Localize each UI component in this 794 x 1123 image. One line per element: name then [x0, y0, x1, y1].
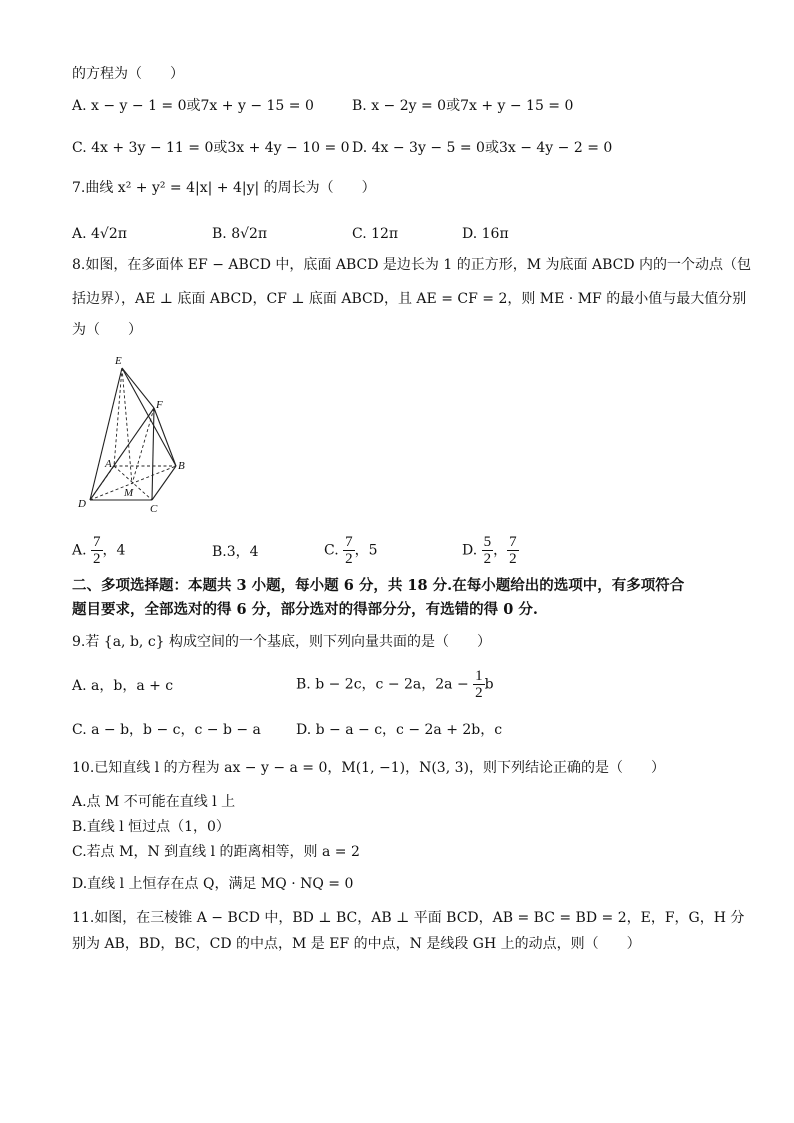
section2-heading-line1: 二、多项选择题：本题共 3 小题，每小题 6 分，共 18 分.在每小题给出的选项中，有多项符合: [72, 577, 685, 594]
label-A: A: [105, 458, 112, 470]
polyhedron-figure: [72, 350, 202, 520]
q8-option-a-label: A.: [72, 542, 87, 559]
section2-heading-line2: 题目要求，全部选对的得 6 分，部分选对的得部分分，有选错的得 0 分.: [72, 601, 538, 618]
q9-option-a[interactable]: A. a，b，a + c: [72, 678, 174, 694]
edge-EM: [122, 368, 132, 484]
q8-stem-line2: 括边界），AE ⊥ 底面 ABCD，CF ⊥ 底面 ABCD，且 AE = CF = 2，则 ME · MF 的最小值与最大值分别: [72, 291, 747, 307]
q7-option-c[interactable]: C. 12π: [352, 226, 399, 242]
edge-FB: [154, 408, 176, 466]
fraction-denominator: 2: [509, 551, 517, 567]
q9-option-b-fraction: [473, 668, 485, 701]
q9-option-c[interactable]: C. a − b，b − c，c − b − a: [72, 722, 261, 738]
q7-stem: 7.曲线 x² + y² = 4|x| + 4|y| 的周长为（ ）: [72, 180, 376, 196]
fraction-denominator: 2: [483, 551, 492, 567]
edge-FC: [152, 408, 154, 500]
q8-option-a[interactable]: [72, 534, 125, 567]
q11-stem-line2: 别为 AB，BD，BC，CD 的中点，M 是 EF 的中点，N 是线段 GH 上的动点，则（ ）: [72, 936, 641, 952]
label-F: F: [156, 399, 163, 411]
label-D: D: [78, 498, 86, 510]
edge-EF: [122, 368, 154, 408]
fraction-numerator: 7: [509, 534, 517, 550]
q7-option-b[interactable]: B. 8√2π: [212, 226, 268, 242]
q7-option-a[interactable]: A. 4√2π: [72, 226, 127, 242]
fraction-denominator: 2: [345, 551, 353, 567]
fraction-numerator: 5: [483, 534, 492, 550]
q8-option-b[interactable]: B.3，4: [212, 544, 259, 560]
q10-option-d[interactable]: D.直线 l 上恒存在点 Q，满足 MQ · NQ = 0: [72, 876, 354, 892]
label-M: M: [124, 487, 134, 499]
fraction-numerator: 7: [93, 534, 101, 550]
q9-stem: 9.若 {a, b, c} 构成空间的一个基底，则下列向量共面的是（ ）: [72, 634, 492, 650]
q6-option-a[interactable]: A. x − y − 1 = 0或7x + y − 15 = 0: [72, 98, 314, 114]
q8-option-d[interactable]: [462, 534, 519, 567]
q8-stem-line1: 8.如图，在多面体 EF − ABCD 中，底面 ABCD 是边长为 1 的正方形，M 为底面 ABCD 内的一个动点（包: [72, 257, 751, 273]
label-B: B: [178, 460, 185, 472]
q8-option-c[interactable]: [324, 534, 378, 567]
label-C: C: [150, 503, 158, 515]
q6-option-b[interactable]: B. x − 2y = 0或7x + y − 15 = 0: [352, 98, 574, 114]
q8-option-a-fraction: [91, 534, 103, 567]
q11-stem-line1: 11.如图，在三棱锥 A − BCD 中，BD ⊥ BC，AB ⊥ 平面 BCD，AB = BC = BD = 2，E，F，G，H 分: [72, 910, 745, 926]
q9-option-b-label: B. b − 2c，c − 2a，2a −: [296, 676, 469, 693]
edge-EB: [122, 368, 176, 466]
q8-option-d-sep: ，: [493, 542, 508, 559]
q8-option-d-fraction1: [482, 534, 494, 567]
q8-option-d-fraction2: [507, 534, 519, 567]
q9-option-b[interactable]: [296, 668, 494, 701]
q8-option-d-label: D.: [462, 542, 478, 559]
fraction-denominator: 2: [475, 685, 483, 701]
q9-option-d[interactable]: D. b − a − c，c − 2a + 2b，c: [296, 722, 503, 738]
q10-option-a[interactable]: A.点 M 不可能在直线 l 上: [72, 794, 236, 810]
q6-stem-tail: 的方程为（ ）: [72, 66, 184, 82]
q8-stem-line3: 为（ ）: [72, 322, 142, 338]
label-E: E: [115, 355, 122, 367]
edge-FM: [132, 408, 154, 484]
fraction-numerator: 7: [345, 534, 353, 550]
q7-option-d[interactable]: D. 16π: [462, 226, 509, 242]
edge-ED: [90, 368, 122, 500]
q6-option-c[interactable]: C. 4x + 3y − 11 = 0或3x + 4y − 10 = 0: [72, 140, 350, 156]
q10-option-b[interactable]: B.直线 l 恒过点（1，0）: [72, 819, 230, 835]
fraction-denominator: 2: [93, 551, 101, 567]
q10-stem: 10.已知直线 l 的方程为 ax − y − a = 0，M(1, −1)，N(3, 3)，则下列结论正确的是（ ）: [72, 760, 665, 776]
fraction-numerator: 1: [475, 668, 483, 684]
q8-option-c-label: C.: [324, 542, 339, 559]
q10-option-c[interactable]: C.若点 M，N 到直线 l 的距离相等，则 a = 2: [72, 844, 360, 860]
q9-option-b-rest: b: [484, 676, 494, 693]
q8-option-c-rest: ，5: [354, 542, 378, 559]
q8-option-c-fraction: [343, 534, 355, 567]
q8-option-a-rest: ，4: [102, 542, 126, 559]
q6-option-d[interactable]: D. 4x − 3y − 5 = 0或3x − 4y − 2 = 0: [352, 140, 613, 156]
